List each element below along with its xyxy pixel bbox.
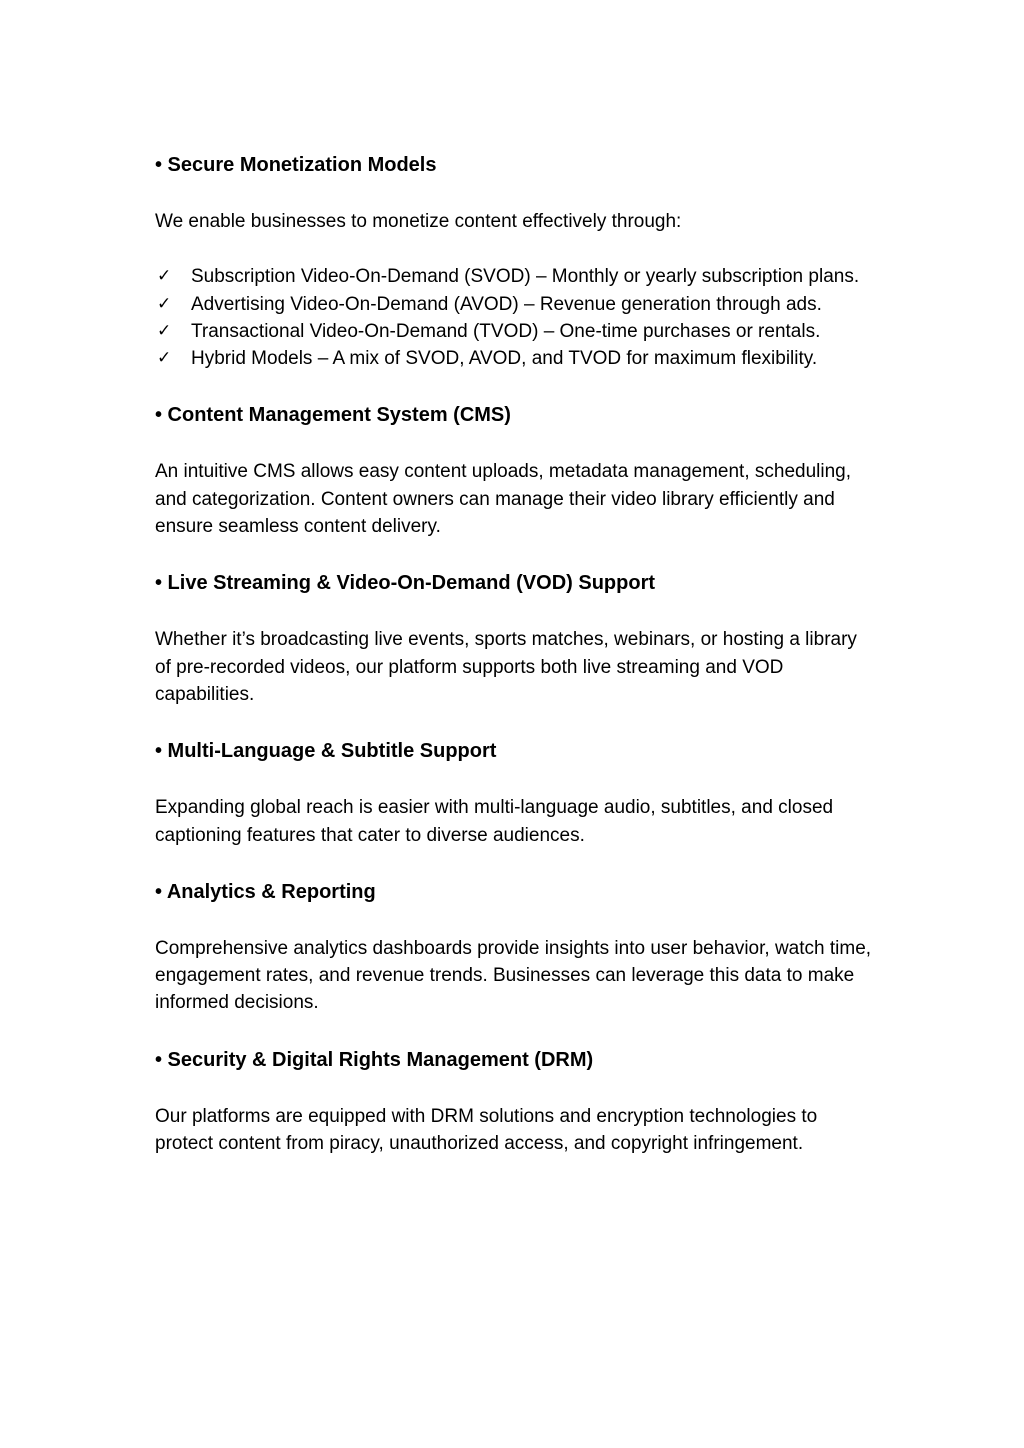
section-intro-monetization: We enable businesses to monetize content effectively through: [155, 211, 682, 232]
section-heading-multi-language: • Multi-Language & Subtitle Support [155, 740, 497, 763]
section-body-live-streaming: Whether it’s broadcasting live events, sports matches, webinars, or hosting a library of pre-recorded videos, our platform supports both live streaming and VOD capabilities. [155, 629, 857, 705]
section-heading-cms: • Content Management System (CMS) [155, 404, 511, 427]
section-heading-analytics: • Analytics & Reporting [155, 880, 376, 903]
section-body-analytics: Comprehensive analytics dashboards provide insights into user behavior, watch time, engagement rates, and revenue trends. Businesses can leverage this data to make informed decisions. [155, 937, 872, 1014]
list-item [155, 291, 875, 318]
list-item [155, 318, 875, 345]
document-page [155, 150, 875, 1157]
list-item-text: Hybrid Models – A mix of SVOD, AVOD, and TVOD for maximum flexibility. [191, 348, 818, 370]
section-heading-monetization: • Secure Monetization Models [155, 154, 437, 176]
check-icon: ✓ [157, 348, 172, 369]
list-item [155, 263, 875, 290]
check-icon: ✓ [157, 320, 172, 341]
monetization-list [155, 263, 875, 372]
list-item-text: Transactional Video-On-Demand (TVOD) – One-time purchases or rentals. [191, 320, 821, 342]
list-item [155, 345, 875, 372]
list-item-text: Subscription Video-On-Demand (SVOD) – Monthly or yearly subscription plans. [191, 266, 860, 288]
section-body-cms: An intuitive CMS allows easy content uploads, metadata management, scheduling, and categorization. Content owners can manage their video library efficiently and ensure seamless content delivery. [155, 461, 852, 538]
check-icon: ✓ [157, 293, 172, 314]
section-heading-security: • Security & Digital Rights Management (DRM) [155, 1048, 594, 1071]
section-heading-live-streaming: • Live Streaming & Video-On-Demand (VOD) Support [155, 572, 656, 595]
section-body-security: Our platforms are equipped with DRM solutions and encryption technologies to protect content from piracy, unauthorized access, and copyright infringement. [155, 1105, 818, 1155]
section-body-multi-language: Expanding global reach is easier with multi-language audio, subtitles, and closed captioning features that cater to diverse audiences. [155, 797, 834, 846]
check-icon: ✓ [157, 266, 172, 287]
list-item-text: Advertising Video-On-Demand (AVOD) – Revenue generation through ads. [191, 293, 822, 315]
